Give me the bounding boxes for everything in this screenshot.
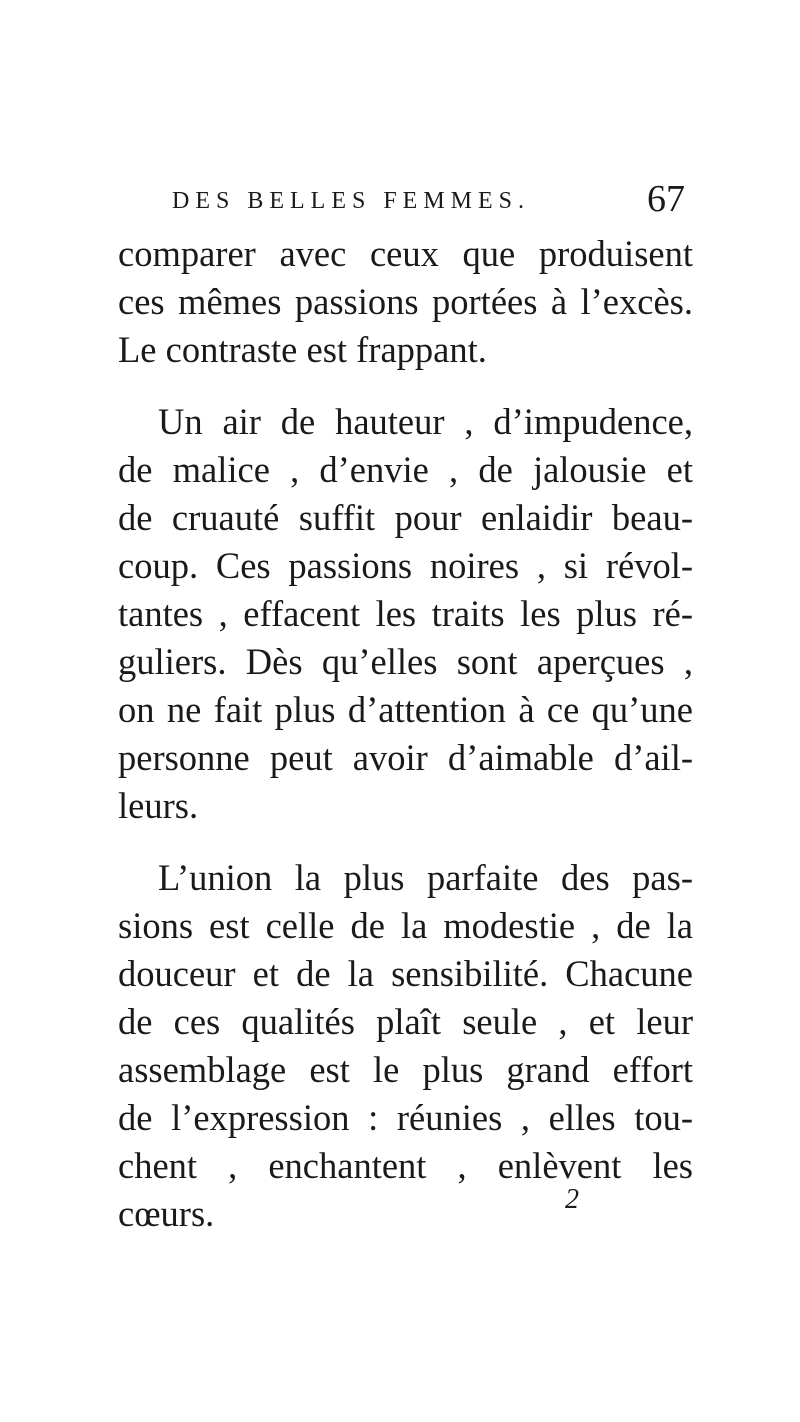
- running-head: [120, 180, 685, 224]
- text-line: chent , enchantent , enlèvent les: [118, 1145, 693, 1186]
- text-line: ces mêmes passions portées à l’excès.: [118, 281, 693, 322]
- text-line: de cruauté suffit pour enlaidir beau-: [118, 497, 693, 538]
- text-line: leurs.: [118, 785, 199, 826]
- running-title: DES BELLES FEMMES.: [172, 188, 531, 214]
- text-line: sions est celle de la modestie , de la: [118, 905, 693, 946]
- text-line: guliers. Dès qu’elles sont aperçues ,: [118, 641, 693, 682]
- page-number: 67: [647, 178, 685, 220]
- body-text: [118, 230, 693, 1238]
- paragraph-3: [118, 854, 693, 1238]
- signature-mark: 2: [565, 1184, 579, 1215]
- text-line: Un air de hauteur , d’impudence,: [158, 401, 693, 442]
- text-line: coup. Ces passions noires , si révol-: [118, 545, 693, 586]
- text-line: de l’expression : réunies , elles tou-: [118, 1097, 693, 1138]
- text-line: cœurs.: [118, 1193, 215, 1234]
- text-line: de malice , d’envie , de jalousie et: [118, 449, 693, 490]
- text-line: comparer avec ceux que produisent: [118, 233, 693, 274]
- text-line: personne peut avoir d’aimable d’ail-: [118, 737, 693, 778]
- text-line: de ces qualités plaît seule , et leur: [118, 1001, 693, 1042]
- text-line: L’union la plus parfaite des pas-: [158, 857, 693, 898]
- paragraph-2: [118, 398, 693, 830]
- text-line: on ne fait plus d’attention à ce qu’une: [118, 689, 693, 730]
- paragraph-1: [118, 230, 693, 374]
- text-line: tantes , effacent les traits les plus ré-: [118, 593, 693, 634]
- text-line: assemblage est le plus grand effort: [118, 1049, 693, 1090]
- text-line: douceur et de la sensibilité. Chacune: [118, 953, 693, 994]
- text-line: Le contraste est frappant.: [118, 329, 487, 370]
